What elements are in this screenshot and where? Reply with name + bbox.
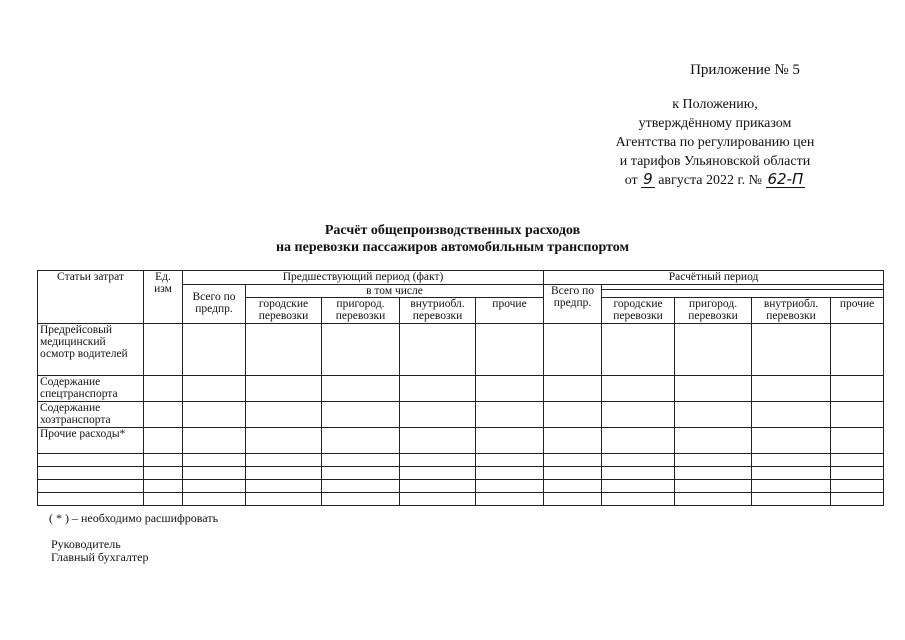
table-row — [38, 493, 884, 506]
table-row — [38, 324, 884, 376]
header-unit: Ед. изм — [144, 271, 183, 324]
row-label — [38, 480, 144, 493]
title-line-2: на перевозки пассажиров автомобильным транспортом — [275, 240, 630, 255]
signature-head: Руководитель — [51, 537, 121, 551]
table-row — [38, 428, 884, 454]
header-city-prev: городские перевозки — [246, 298, 322, 324]
cost-table — [37, 270, 884, 506]
row-label: Прочие расходы* — [38, 428, 144, 454]
header-other-prev: прочие — [476, 298, 544, 324]
row-label: Содержание спецтранспорта — [38, 376, 144, 402]
header-city-calc: городские перевозки — [602, 298, 675, 324]
row-label — [38, 467, 144, 480]
header-prev-period: Предшествующий период (факт) — [183, 271, 544, 285]
appendix-line-3: Агентства по регулированию цен — [615, 135, 815, 150]
table-row — [38, 480, 884, 493]
header-total-calc: Всего по предпр. — [544, 285, 602, 324]
appendix-line-4: и тарифов Ульяновской области — [619, 154, 811, 169]
appendix-line-1: к Положению, — [672, 97, 758, 112]
row-label — [38, 454, 144, 467]
header-other-calc: прочие — [831, 298, 884, 324]
appendix-title: Приложение № 5 — [690, 62, 800, 78]
appendix-date-line — [600, 171, 830, 190]
header-regional-calc: внутриобл. перевозки — [752, 298, 831, 324]
order-number-handwritten: 62-П — [767, 170, 804, 188]
appendix-line-2: утверждённому приказом — [638, 116, 792, 131]
signatures — [51, 538, 148, 564]
header-suburban-prev: пригород. перевозки — [322, 298, 400, 324]
header-total-prev: Всего по предпр. — [183, 285, 246, 324]
document-title — [0, 222, 905, 256]
footnote: ( * ) – необходимо расшифровать — [49, 511, 219, 525]
header-regional-prev: внутриобл. перевозки — [400, 298, 476, 324]
signature-accountant: Главный бухгалтер — [51, 550, 149, 564]
row-label — [38, 493, 144, 506]
row-label: Предрейсовый медицинский осмотр водителей — [38, 324, 144, 376]
date-prefix: от — [624, 173, 638, 188]
header-calc-period: Расчётный период — [544, 271, 884, 285]
date-rest: августа 2022 г. № — [658, 173, 762, 188]
table-row — [38, 402, 884, 428]
title-line-1: Расчёт общепроизводственных расходов — [324, 223, 581, 238]
date-day-handwritten: 9 — [643, 170, 653, 188]
row-label: Содержание хозтранспорта — [38, 402, 144, 428]
header-articles: Статьи затрат — [38, 271, 144, 324]
appendix-block — [600, 62, 830, 190]
table-row — [38, 467, 884, 480]
header-suburban-calc: пригород. перевозки — [675, 298, 752, 324]
table-row — [38, 454, 884, 467]
header-including-prev: в том числе — [246, 285, 544, 298]
table-row — [38, 376, 884, 402]
